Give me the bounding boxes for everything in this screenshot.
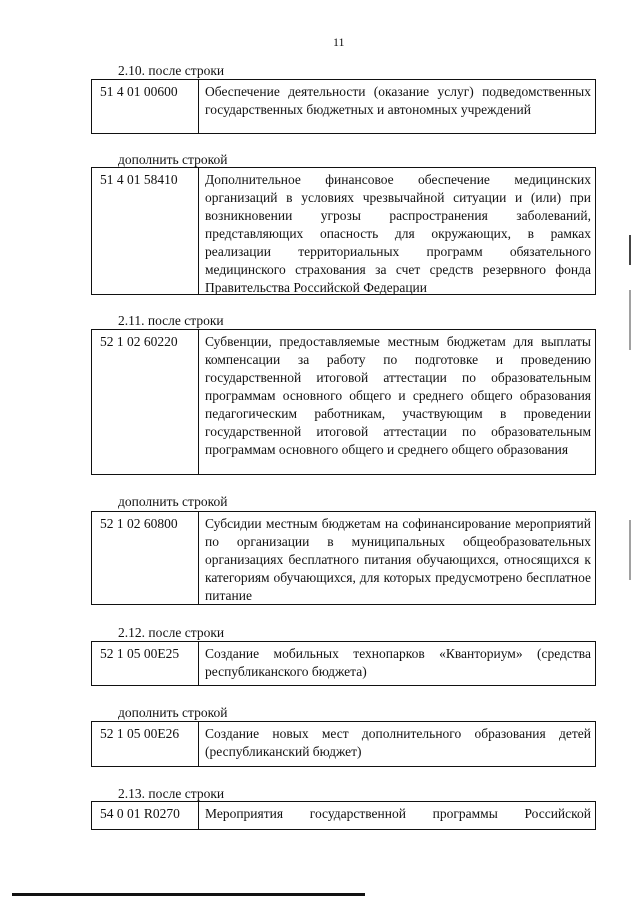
page-number: 11 bbox=[333, 35, 345, 49]
expense-description: Обеспечение деятельности (оказание услуг) подведомственных государственных бюджетных и автономных учреждений bbox=[205, 84, 591, 117]
budget-table-row bbox=[91, 79, 596, 134]
budget-table-row bbox=[91, 329, 596, 475]
budget-table-row bbox=[91, 641, 596, 686]
classification-code: 51 4 01 58410 bbox=[92, 168, 199, 294]
budget-table-row bbox=[91, 511, 596, 605]
scan-margin-mark bbox=[629, 520, 631, 580]
expense-description: Создание мобильных технопарков «Кванториум» (средства республиканского бюджета) bbox=[205, 646, 591, 679]
budget-table-row bbox=[91, 167, 596, 295]
classification-code: 52 1 02 60800 bbox=[92, 512, 199, 604]
scan-margin-mark bbox=[629, 290, 631, 350]
classification-code: 52 1 02 60220 bbox=[92, 330, 199, 474]
expense-description: Мероприятия государственной программы Российской bbox=[205, 806, 591, 821]
expense-description: Дополнительное финансовое обеспечение медицинских организаций в условиях чрезвычайной ситуации и (или) при возникновении угрозы распространения заболеваний, представляющих опасность для окружающих, в рамках реализации территориальных программ обязательного медицинского страхования за счет средств резервного фонда Правительства Российской Федерации bbox=[205, 172, 591, 295]
classification-code: 54 0 01 R0270 bbox=[92, 802, 199, 829]
classification-code: 51 4 01 00600 bbox=[92, 80, 199, 133]
footer-rule bbox=[12, 893, 365, 896]
expense-description: Субсидии местным бюджетам на софинансирование мероприятий по организации в муниципальных общеобразовательных организациях бесплатного питания обучающихся, относящихся к категориям обучающихся, для которых предусмотрено бесплатное питание bbox=[205, 516, 591, 603]
section-label: дополнить строкой bbox=[118, 494, 228, 509]
section-label: дополнить строкой bbox=[118, 152, 228, 167]
section-label: дополнить строкой bbox=[118, 705, 228, 720]
budget-table-row bbox=[91, 721, 596, 767]
budget-table-row bbox=[91, 801, 596, 830]
section-label: 2.10. после строки bbox=[118, 63, 225, 78]
expense-description: Создание новых мест дополнительного образования детей (республиканский бюджет) bbox=[205, 726, 591, 759]
classification-code: 52 1 05 00E26 bbox=[92, 722, 199, 766]
section-label: 2.11. после строки bbox=[118, 313, 224, 328]
section-label: 2.12. после строки bbox=[118, 625, 225, 640]
section-label: 2.13. после строки bbox=[118, 786, 225, 801]
expense-description: Субвенции, предоставляемые местным бюджетам для выплаты компенсации за работу по подготовке и проведению государственной итоговой аттестации по образовательным программам основного общего и среднего общего образования педагогическим работникам, участвующим в проведении государственной итоговой аттестации по образовательным программам основного общего и среднего общего образования bbox=[205, 334, 591, 457]
classification-code: 52 1 05 00E25 bbox=[92, 642, 199, 685]
scan-margin-mark bbox=[629, 235, 631, 265]
